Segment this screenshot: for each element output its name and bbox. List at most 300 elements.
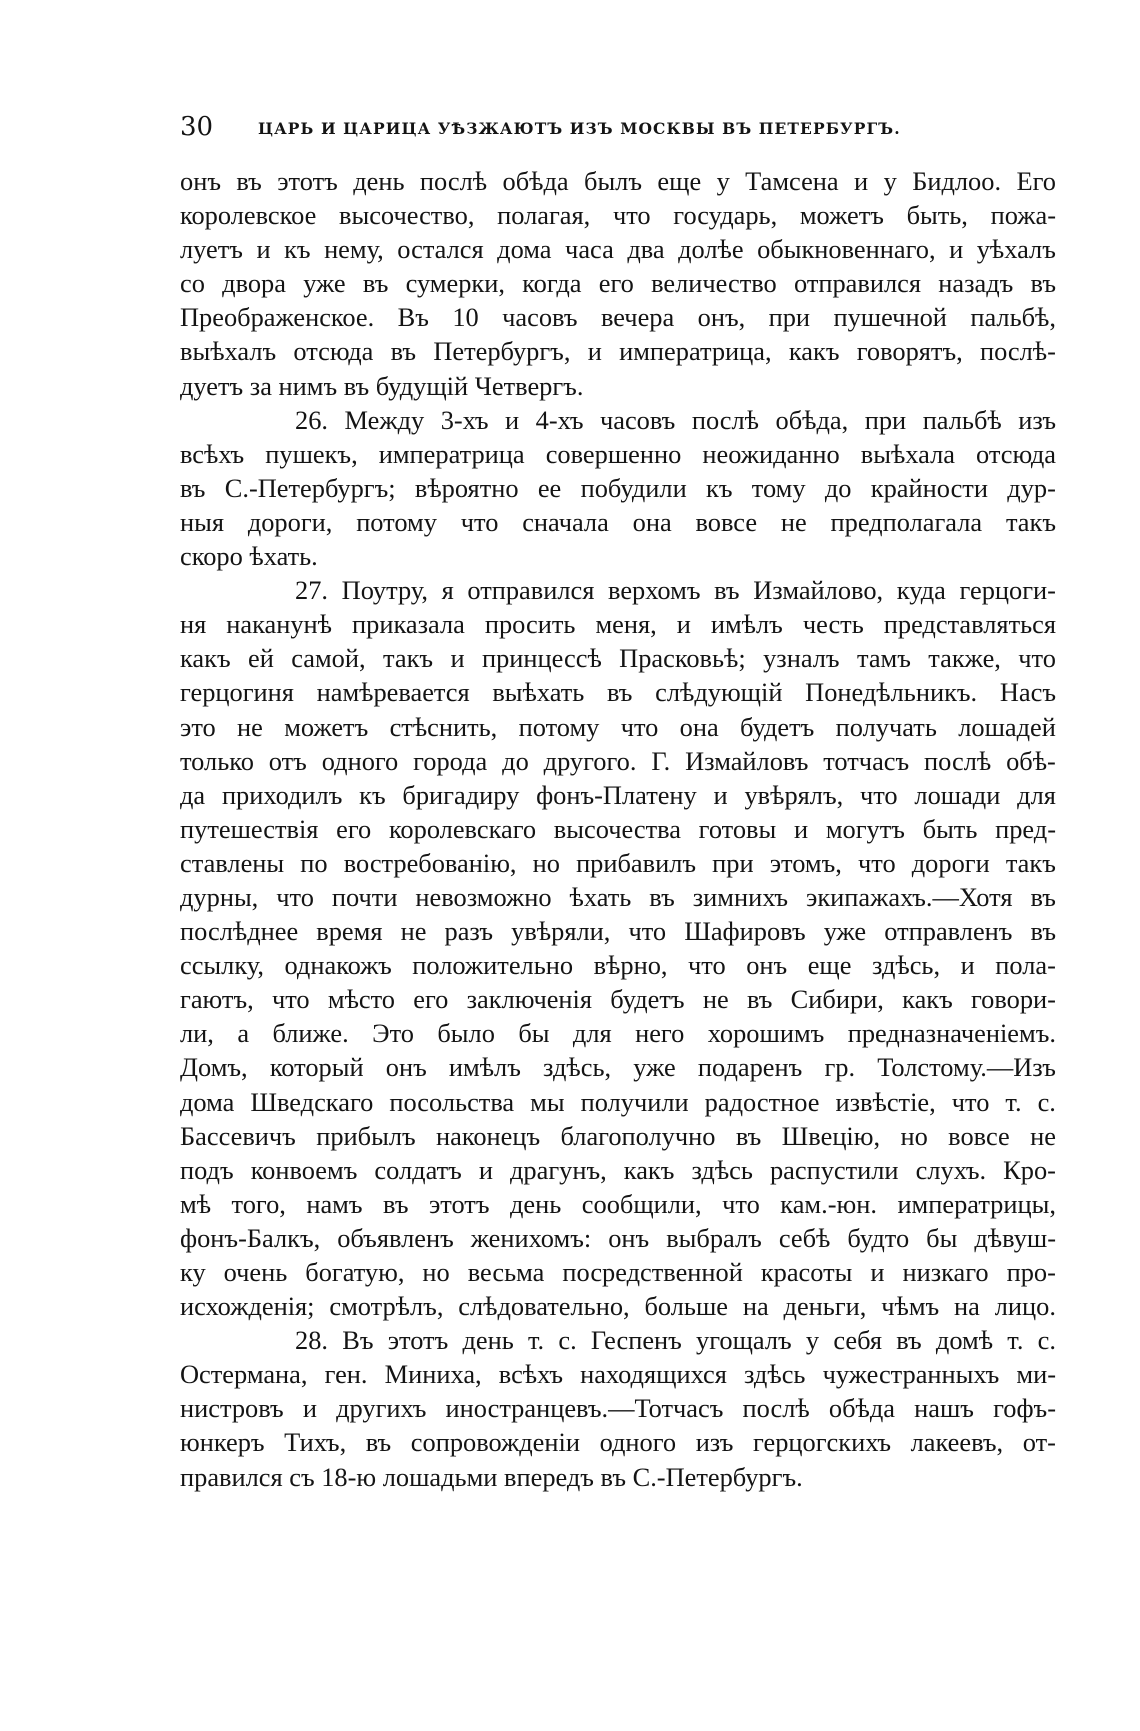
word: с. bbox=[558, 1325, 577, 1356]
word: получили bbox=[580, 1086, 689, 1117]
text-line bbox=[180, 573, 1056, 607]
word: у bbox=[716, 166, 730, 196]
word: предполагала bbox=[830, 506, 983, 537]
word: ссылку, bbox=[180, 950, 264, 981]
word: что bbox=[276, 881, 314, 912]
text-line bbox=[180, 437, 1056, 471]
word: со bbox=[180, 268, 205, 299]
body-text bbox=[180, 164, 1056, 1494]
text-line bbox=[180, 334, 1056, 368]
word: будетъ bbox=[740, 711, 815, 742]
word: приказала bbox=[352, 609, 465, 640]
word: а bbox=[237, 1018, 250, 1049]
word: луетъ bbox=[180, 234, 243, 265]
word: что bbox=[612, 200, 651, 231]
word: и bbox=[256, 234, 271, 265]
text-line bbox=[180, 778, 1056, 812]
word: Тамсена bbox=[745, 166, 839, 196]
word: уѣхалъ bbox=[976, 234, 1056, 265]
word: мѣсто bbox=[327, 984, 395, 1015]
word: въ bbox=[735, 1120, 762, 1151]
word: будущій bbox=[375, 370, 475, 401]
word: имѣлъ bbox=[448, 1052, 521, 1083]
word: положительно bbox=[412, 950, 574, 981]
word: отсюда bbox=[976, 438, 1056, 469]
word: Домъ, bbox=[180, 1052, 248, 1083]
word: объявленъ bbox=[337, 1222, 454, 1253]
word: и bbox=[870, 1257, 885, 1287]
word: выѣхала bbox=[860, 438, 955, 469]
word: про- bbox=[1006, 1257, 1056, 1287]
word: честь bbox=[802, 609, 864, 640]
text-line bbox=[180, 1153, 1056, 1187]
word: съ bbox=[289, 1461, 322, 1492]
word: солдатъ bbox=[374, 1154, 462, 1185]
word: одного bbox=[599, 1427, 677, 1458]
word: 18-ю bbox=[321, 1461, 383, 1492]
word: Насъ bbox=[999, 677, 1056, 708]
word: для bbox=[1017, 779, 1056, 810]
word: въ bbox=[600, 1461, 633, 1492]
word: Миниха, bbox=[384, 1359, 482, 1390]
word: послѣ bbox=[691, 404, 760, 435]
word: хорошимъ bbox=[707, 1018, 825, 1049]
word: себѣ bbox=[778, 1222, 831, 1253]
word: дома bbox=[180, 1086, 235, 1117]
page-number: 30 bbox=[180, 112, 214, 142]
word: тамъ bbox=[856, 643, 911, 674]
word: другого. bbox=[543, 745, 637, 776]
word: герцогиня bbox=[180, 677, 294, 708]
word: ли, bbox=[180, 1018, 214, 1049]
word: зимнихъ bbox=[692, 881, 789, 912]
word: дур- bbox=[1007, 472, 1056, 503]
word: ей bbox=[248, 643, 274, 674]
word: угощалъ bbox=[696, 1325, 792, 1356]
word: въ bbox=[746, 984, 773, 1015]
word: этотъ bbox=[387, 1325, 449, 1356]
word: могутъ bbox=[825, 813, 905, 844]
word: кам.-юн. bbox=[780, 1188, 877, 1219]
word: быть, bbox=[906, 200, 968, 231]
word: и bbox=[302, 1393, 317, 1424]
text-line bbox=[180, 1289, 1056, 1323]
word: уже bbox=[303, 268, 346, 299]
word: подаренъ bbox=[697, 1052, 803, 1083]
text-line bbox=[180, 539, 1056, 573]
word: предназначеніемъ. bbox=[847, 1018, 1056, 1049]
word: изъ bbox=[695, 1427, 734, 1458]
word: въ bbox=[180, 472, 206, 503]
word: вѣроятно bbox=[414, 472, 519, 503]
word: 3-хъ bbox=[440, 404, 489, 435]
word: онъ bbox=[180, 166, 221, 196]
word: распустили bbox=[769, 1154, 899, 1185]
word: только bbox=[180, 745, 254, 776]
text-line bbox=[180, 948, 1056, 982]
word: какъ bbox=[623, 1154, 675, 1185]
word: Въ bbox=[397, 302, 429, 333]
word: получать bbox=[835, 711, 937, 742]
word: всѣхъ bbox=[180, 438, 245, 469]
word: къ bbox=[284, 234, 311, 265]
word: очень bbox=[223, 1257, 288, 1287]
word: также, bbox=[928, 643, 1001, 674]
word: да bbox=[180, 779, 206, 810]
word: день bbox=[353, 166, 405, 196]
word: наканунѣ bbox=[226, 609, 333, 640]
word: его bbox=[413, 984, 449, 1015]
word: послѣ bbox=[742, 1393, 810, 1424]
word: въ bbox=[365, 1427, 392, 1458]
word: домѣ bbox=[935, 1325, 994, 1356]
word: остался bbox=[397, 234, 484, 265]
word: какъ bbox=[180, 643, 231, 674]
word: послѣ bbox=[924, 745, 992, 776]
word: изъ bbox=[1018, 404, 1056, 435]
word: лакеевъ, bbox=[910, 1427, 1004, 1458]
word: говорятъ, bbox=[856, 336, 963, 367]
word: который bbox=[269, 1052, 364, 1083]
word: не bbox=[400, 916, 427, 947]
word: величество bbox=[651, 268, 777, 299]
word: часа bbox=[565, 234, 614, 265]
word: и bbox=[505, 404, 520, 435]
word: выѣхать bbox=[492, 677, 585, 708]
word: Бидлоо. bbox=[912, 166, 1002, 196]
word: герцогскихъ bbox=[753, 1427, 892, 1458]
word: высочество, bbox=[339, 200, 475, 231]
word: извѣстіе, bbox=[835, 1086, 936, 1117]
word: можетъ bbox=[799, 200, 884, 231]
word: къ bbox=[706, 472, 733, 503]
word: что bbox=[688, 950, 726, 981]
word: Сибири, bbox=[790, 984, 884, 1015]
text-line bbox=[180, 1085, 1056, 1119]
word: узналъ bbox=[763, 643, 840, 674]
word: и bbox=[960, 950, 975, 981]
word: Шафировъ bbox=[684, 916, 806, 947]
text-line bbox=[180, 1221, 1056, 1255]
word: слѣдовательно, bbox=[458, 1291, 630, 1322]
word: драгунъ, bbox=[510, 1154, 607, 1185]
word: гр. bbox=[824, 1052, 856, 1083]
word: него bbox=[635, 1018, 685, 1049]
word: послѣднее bbox=[180, 916, 299, 947]
text-line bbox=[180, 232, 1056, 266]
word: двора bbox=[222, 268, 286, 299]
word: Прасковьѣ; bbox=[619, 643, 746, 674]
text-line bbox=[180, 982, 1056, 1016]
word: конвоемъ bbox=[250, 1154, 358, 1185]
word: дѣвуш- bbox=[974, 1222, 1056, 1253]
word: С.-Петербургъ. bbox=[632, 1461, 803, 1492]
word: что bbox=[620, 711, 659, 742]
word: отъ bbox=[268, 745, 307, 776]
word: здѣсь, bbox=[872, 950, 941, 981]
word: лошадьми bbox=[382, 1461, 505, 1492]
word: ми- bbox=[1016, 1359, 1056, 1390]
word: исхожденія; bbox=[180, 1291, 315, 1322]
word: себя bbox=[833, 1325, 882, 1356]
word: города bbox=[413, 745, 488, 776]
word: просить bbox=[484, 609, 576, 640]
word: намѣревается bbox=[316, 677, 470, 708]
running-title: ЦАРЬ И ЦАРИЦА УѢЗЖАЮТЪ ИЗЪ МОСКВЫ ВЪ ПЕТЕРБУРГЪ. bbox=[258, 119, 901, 138]
word: однакожъ bbox=[284, 950, 392, 981]
word: въ bbox=[1030, 916, 1056, 947]
word: стѣснить, bbox=[389, 711, 498, 742]
text-line bbox=[180, 1391, 1056, 1425]
word: сообщили, bbox=[581, 1188, 702, 1219]
word: Между bbox=[344, 404, 425, 435]
word: одного bbox=[321, 745, 399, 776]
word: ее bbox=[537, 472, 562, 503]
word: два bbox=[627, 234, 665, 265]
word: отправился bbox=[793, 268, 922, 299]
word: пола- bbox=[995, 950, 1056, 981]
word: низкаго bbox=[902, 1257, 989, 1287]
word: обѣ- bbox=[1006, 745, 1056, 776]
word: день bbox=[509, 1188, 562, 1219]
word: для bbox=[572, 1018, 612, 1049]
word: Кро- bbox=[1003, 1154, 1056, 1185]
word: иностранцевъ.—Тотчасъ bbox=[445, 1393, 724, 1424]
word: онъ bbox=[608, 1222, 650, 1253]
word: красоты bbox=[760, 1257, 853, 1287]
word: посольства bbox=[389, 1086, 515, 1117]
text-line bbox=[180, 403, 1056, 437]
word: тому bbox=[751, 472, 806, 503]
word: но bbox=[532, 847, 560, 878]
word: имѣлъ bbox=[710, 609, 783, 640]
text-line bbox=[180, 369, 1056, 403]
word: Петербургъ, bbox=[433, 336, 571, 367]
word: нашъ bbox=[914, 1393, 974, 1424]
word: можетъ bbox=[284, 711, 369, 742]
word: королевскаго bbox=[388, 813, 537, 844]
word: здѣсь bbox=[691, 1154, 753, 1185]
word: экипажахъ.—Хотя bbox=[806, 881, 1013, 912]
word: дуетъ bbox=[180, 370, 250, 401]
word: и bbox=[676, 609, 691, 640]
word: дурны, bbox=[180, 881, 259, 912]
word: она bbox=[679, 711, 719, 742]
text-line bbox=[180, 641, 1056, 675]
text-line bbox=[180, 675, 1056, 709]
word: невозможно bbox=[415, 881, 552, 912]
word: с. bbox=[1037, 1325, 1056, 1356]
word: разъ bbox=[444, 916, 494, 947]
word: востребованію, bbox=[343, 847, 517, 878]
text-line bbox=[180, 1119, 1056, 1153]
word: пальбѣ, bbox=[970, 302, 1056, 333]
word: но bbox=[900, 1120, 928, 1151]
word: мы bbox=[530, 1086, 565, 1117]
word: при bbox=[768, 302, 811, 333]
word: его bbox=[598, 268, 634, 299]
word: слухъ. bbox=[915, 1154, 987, 1185]
word: бригадиру bbox=[402, 779, 520, 810]
word: что bbox=[722, 1188, 760, 1219]
word: приходилъ bbox=[221, 779, 343, 810]
word: полагая, bbox=[497, 200, 591, 231]
text-line bbox=[180, 812, 1056, 846]
word: въ bbox=[649, 881, 675, 912]
word: вовсе bbox=[695, 506, 758, 537]
word: пред- bbox=[995, 813, 1056, 844]
word: 10 bbox=[452, 302, 479, 333]
text-line bbox=[180, 505, 1056, 539]
word: другихъ bbox=[336, 1393, 427, 1424]
word: государь, bbox=[673, 200, 778, 231]
word: обѣда bbox=[502, 166, 569, 196]
word: этомъ, bbox=[769, 847, 842, 878]
word: будетъ bbox=[610, 984, 685, 1015]
word: его bbox=[336, 813, 372, 844]
word: въ bbox=[383, 1188, 409, 1219]
word: быть bbox=[922, 813, 978, 844]
word: впередъ bbox=[504, 1461, 601, 1492]
word: неожиданно bbox=[702, 438, 840, 469]
word: былъ bbox=[584, 166, 642, 196]
word: совершенно bbox=[545, 438, 682, 469]
word: лошадей bbox=[958, 711, 1056, 742]
word: Его bbox=[1016, 166, 1056, 196]
word: больше bbox=[644, 1291, 728, 1322]
word: гофъ- bbox=[993, 1393, 1056, 1424]
word: дома bbox=[497, 234, 552, 265]
word: скоро bbox=[180, 541, 250, 572]
word: увѣряли, bbox=[511, 916, 611, 947]
word: не bbox=[1030, 1120, 1056, 1151]
word: дороги bbox=[911, 847, 990, 878]
word: заключенія bbox=[466, 984, 593, 1015]
word: фонъ-Платену bbox=[536, 779, 697, 810]
word: за bbox=[249, 370, 279, 401]
text-line bbox=[180, 1357, 1056, 1391]
text-line bbox=[180, 914, 1056, 948]
word: благополучно bbox=[560, 1120, 716, 1151]
word: посредственной bbox=[562, 1257, 743, 1287]
word: прибавилъ bbox=[576, 847, 697, 878]
text-line bbox=[180, 266, 1056, 300]
word: обыкновеннаго, bbox=[757, 234, 936, 265]
word: въ bbox=[390, 336, 417, 367]
word: часовъ bbox=[502, 302, 578, 333]
page-header bbox=[180, 112, 1060, 152]
word: Четвергъ. bbox=[474, 370, 584, 401]
word: крайности bbox=[870, 472, 988, 503]
word: какъ bbox=[788, 336, 840, 367]
word: чѣмъ bbox=[881, 1291, 940, 1322]
word: гаютъ, bbox=[180, 984, 254, 1015]
word: потому bbox=[518, 711, 600, 742]
word: что bbox=[1018, 643, 1056, 674]
word: въ bbox=[1030, 881, 1056, 912]
word: такъ bbox=[1005, 506, 1056, 537]
word: Бассевичъ bbox=[180, 1120, 296, 1151]
word: Это bbox=[372, 1018, 414, 1049]
word: въ bbox=[343, 370, 376, 401]
word: мѣ bbox=[180, 1188, 212, 1219]
word: Поутру, bbox=[341, 575, 428, 606]
word: что bbox=[951, 1086, 990, 1117]
word: еще bbox=[657, 166, 702, 196]
word: я bbox=[441, 575, 454, 606]
word: правился bbox=[180, 1461, 290, 1492]
word: т. bbox=[1007, 1325, 1024, 1356]
word: что bbox=[460, 506, 499, 537]
word: уже bbox=[823, 916, 867, 947]
word: Толстому.—Изъ bbox=[877, 1052, 1056, 1083]
word: почти bbox=[331, 881, 398, 912]
word: ня bbox=[180, 609, 207, 640]
word: всѣхъ bbox=[498, 1359, 563, 1390]
word: увѣрялъ, bbox=[744, 779, 844, 810]
word: верхомъ bbox=[608, 575, 701, 606]
word: Остермана, bbox=[180, 1359, 308, 1390]
word: не bbox=[702, 984, 729, 1015]
word: весьма bbox=[467, 1257, 545, 1287]
word: ѣхать bbox=[569, 881, 632, 912]
word: въ bbox=[896, 1325, 922, 1356]
word: онъ bbox=[746, 950, 788, 981]
word: 4-хъ bbox=[535, 404, 584, 435]
word: еще bbox=[807, 950, 852, 981]
word: подъ bbox=[180, 1154, 234, 1185]
word: принцессѣ bbox=[481, 643, 602, 674]
word: долѣе bbox=[678, 234, 744, 265]
word: пушекъ, bbox=[265, 438, 358, 469]
text-line bbox=[180, 164, 1056, 198]
word: самой, bbox=[291, 643, 366, 674]
word: было bbox=[437, 1018, 495, 1049]
word: послѣ- bbox=[979, 336, 1056, 367]
word: императрица bbox=[378, 438, 525, 469]
word: путешествія bbox=[180, 813, 319, 844]
word: на bbox=[954, 1291, 980, 1322]
word: обѣда, bbox=[775, 404, 849, 435]
word: находящихся bbox=[580, 1359, 727, 1390]
word: что bbox=[857, 847, 896, 878]
text-line bbox=[180, 1425, 1056, 1459]
word: по bbox=[300, 847, 328, 878]
word: готовы bbox=[698, 813, 777, 844]
word: сумерки, bbox=[405, 268, 505, 299]
word: въ bbox=[1030, 268, 1056, 299]
text-line bbox=[180, 1323, 1056, 1357]
word: пальбѣ bbox=[922, 404, 1002, 435]
word: герцоги- bbox=[959, 575, 1056, 606]
word: Измайлово, bbox=[753, 575, 884, 606]
word: сначала bbox=[522, 506, 609, 537]
word: ѣхать. bbox=[249, 541, 318, 572]
word: отправился bbox=[467, 575, 595, 606]
word: намъ bbox=[306, 1188, 363, 1219]
word: при bbox=[712, 847, 754, 878]
word: Въ bbox=[342, 1325, 374, 1356]
word: Геспенъ bbox=[590, 1325, 682, 1356]
word: уже bbox=[633, 1052, 676, 1083]
word: у bbox=[883, 166, 897, 196]
word: что bbox=[859, 779, 898, 810]
word: онъ bbox=[385, 1052, 427, 1083]
word: ближе. bbox=[272, 1018, 349, 1049]
text-line bbox=[180, 471, 1056, 505]
word: 27. bbox=[295, 575, 328, 606]
word: т. bbox=[1005, 1086, 1022, 1117]
